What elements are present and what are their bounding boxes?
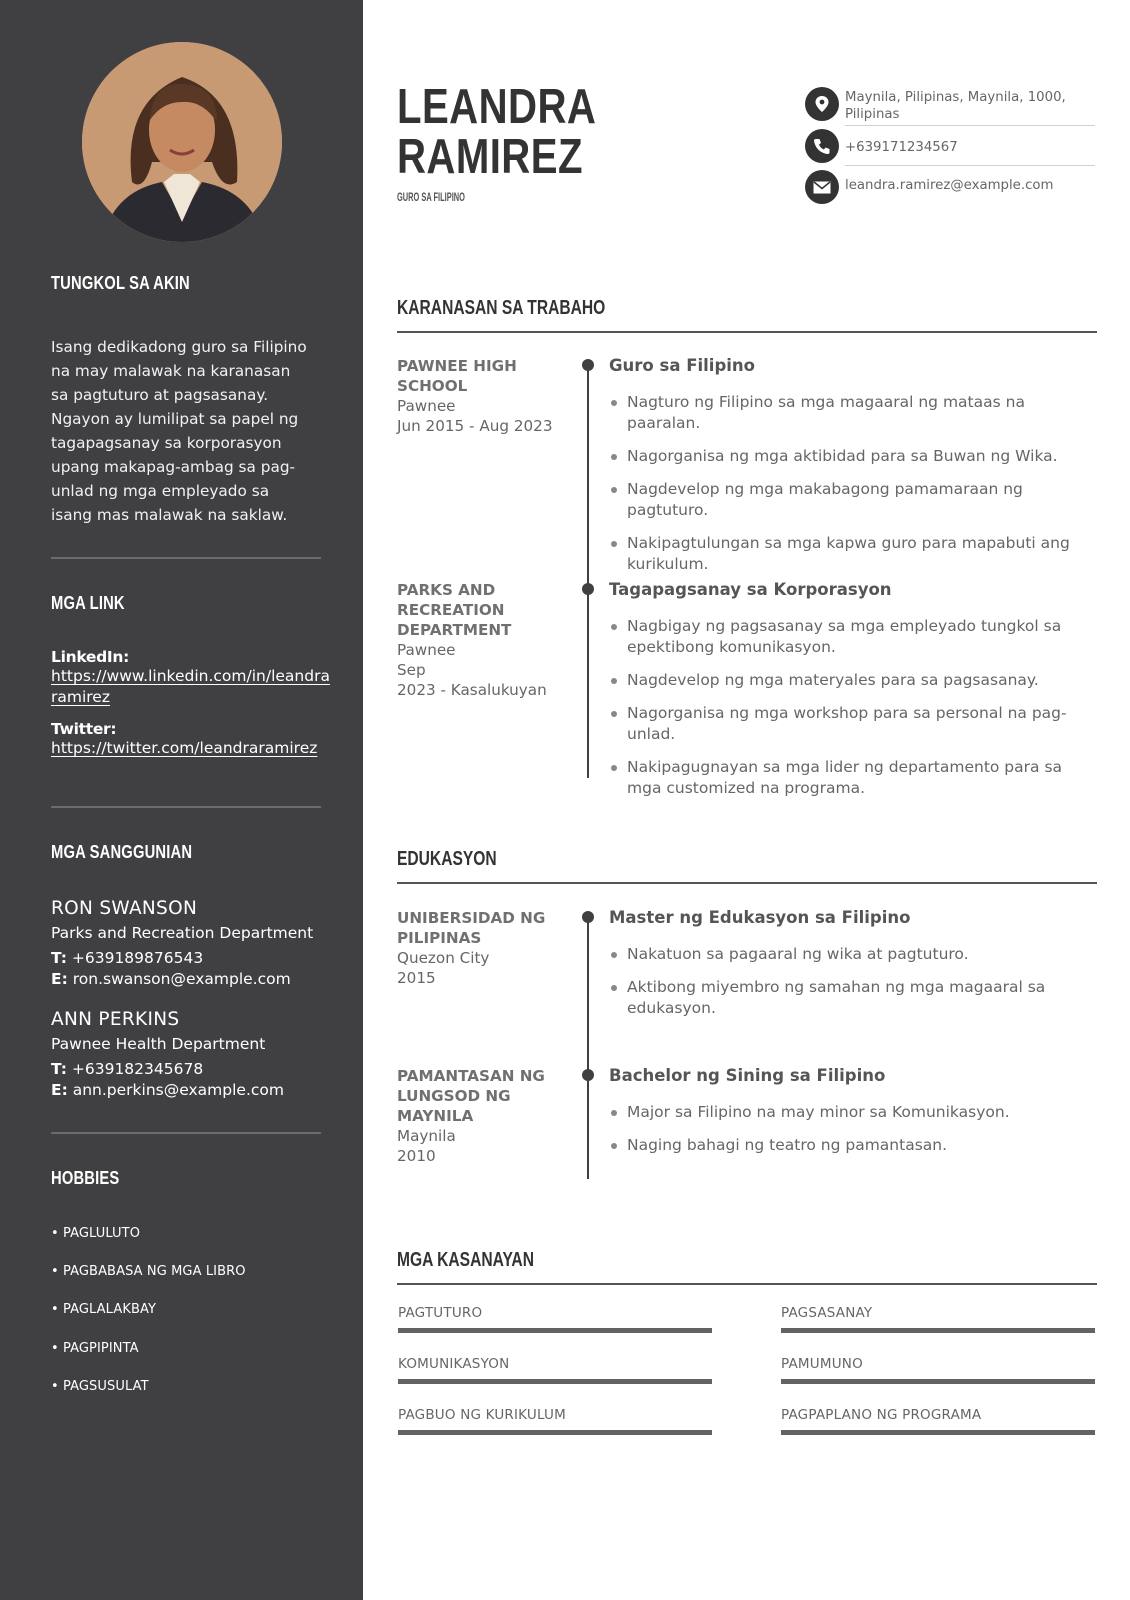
twitter-link[interactable]: https://twitter.com/leandraramirez <box>51 739 318 757</box>
timeline-dot <box>582 911 594 923</box>
org-dates: Jun 2015 - Aug 2023 <box>397 417 553 435</box>
skill-bar-fill <box>398 1379 712 1384</box>
sidebar <box>0 0 363 1600</box>
skill-bar-fill <box>398 1430 712 1435</box>
reference-name: ANN PERKINS <box>51 1009 180 1030</box>
skill-bar <box>781 1328 1095 1333</box>
job-role: Guro sa Filipino <box>609 356 755 375</box>
bullet-item: Nakipagugnayan sa mga lider ng departamento para sa mga customized na programa. <box>609 757 1099 799</box>
bullet-item: Nagorganisa ng mga workshop para sa personal na pag-unlad. <box>609 703 1099 745</box>
experience-timeline <box>587 365 589 778</box>
contact-divider <box>845 165 1095 166</box>
job-title: GURO SA FILIPINO <box>397 190 465 204</box>
reference-org: Pawnee Health Department <box>51 1035 266 1053</box>
degree-title: Master ng Edukasyon sa Filipino <box>609 908 911 927</box>
reference-email: E: ron.swanson@example.com <box>51 970 291 988</box>
org-year: 2010 <box>397 1147 436 1165</box>
skill-label: PAGBUO NG KURIKULUM <box>398 1407 566 1423</box>
bullet-item: Nakatuon sa pagaaral ng wika at pagtuturo. <box>609 944 1099 965</box>
skill-bar-fill <box>781 1328 1095 1333</box>
sidebar-divider <box>51 557 321 559</box>
linkedin-link[interactable]: https://www.linkedin.com/in/leandraramirez <box>51 667 330 706</box>
skill-label: PAGPAPLANO NG PROGRAMA <box>781 1407 982 1423</box>
experience-org-block <box>397 580 567 700</box>
skill-bar <box>398 1379 712 1384</box>
section-divider <box>397 1283 1097 1285</box>
links-list <box>51 648 331 759</box>
org-name: PARKS AND RECREATION DEPARTMENT <box>397 581 512 639</box>
link-linkedin <box>51 648 331 708</box>
about-heading: TUNGKOL SA AKIN <box>51 273 190 293</box>
org-year: 2015 <box>397 969 436 987</box>
hobby-item: • PAGPIPINTA <box>51 1341 139 1356</box>
org-dates: 2023 - Kasalukuyan <box>397 681 547 699</box>
reference-phone: T: +639182345678 <box>51 1060 204 1078</box>
bullet-item: Naging bahagi ng teatro ng pamantasan. <box>609 1135 1099 1156</box>
references-heading: MGA SANGGUNIAN <box>51 842 193 862</box>
skill-bar-fill <box>781 1430 1095 1435</box>
reference-phone: T: +639189876543 <box>51 949 204 967</box>
skill-bar-fill <box>398 1328 712 1333</box>
bullet-item: Nakipagtulungan sa mga kapwa guro para mapabuti ang kurikulum. <box>609 533 1099 575</box>
section-divider <box>397 331 1097 333</box>
reference-item <box>51 1008 351 1101</box>
experience-org-block <box>397 356 567 436</box>
org-location: Pawnee <box>397 641 456 659</box>
org-name: PAMANTASAN NG LUNGSOD NG MAYNILA <box>397 1067 545 1125</box>
links-heading: MGA LINK <box>51 593 125 613</box>
education-org-block <box>397 908 567 988</box>
references-list <box>51 897 351 1101</box>
org-name: UNIBERSIDAD NG PILIPINAS <box>397 909 546 947</box>
link-label: Twitter: <box>51 720 117 738</box>
email-icon <box>805 170 839 204</box>
location-pin-icon <box>805 87 839 121</box>
timeline-dot <box>582 359 594 371</box>
skill-label: PAMUMUNO <box>781 1356 863 1372</box>
timeline-dot <box>582 583 594 595</box>
skill-bar <box>398 1430 712 1435</box>
skill-label: PAGSASANAY <box>781 1305 873 1321</box>
job-role: Tagapagsanay sa Korporasyon <box>609 580 892 599</box>
hobby-item: • PAGLALAKBAY <box>51 1302 156 1317</box>
skill-bar-fill <box>781 1379 1095 1384</box>
contact-divider <box>845 125 1095 126</box>
degree-title: Bachelor ng Sining sa Filipino <box>609 1066 886 1085</box>
job-bullets <box>609 616 1099 811</box>
experience-heading: KARANASAN SA TRABAHO <box>397 297 606 319</box>
skills-heading: MGA KASANAYAN <box>397 1249 534 1271</box>
education-timeline <box>587 917 589 1179</box>
about-text: Isang dedikadong guro sa Filipino na may malawak na karanasan sa pagtuturo at pagsasanay. Ngayon ay lumilipat sa papel ng tagapagsanay sa korporasyon upang makapag-ambag sa pag-unlad ng mga empleyado sa isang mas malawak na saklaw. <box>51 338 307 524</box>
contact-address: Maynila, Pilipinas, Maynila, 1000, Pilipinas <box>845 90 1066 122</box>
org-location: Pawnee <box>397 397 456 415</box>
reference-email: E: ann.perkins@example.com <box>51 1081 284 1099</box>
reference-item <box>51 897 351 990</box>
full-name: LEANDRA RAMIREZ <box>397 80 597 184</box>
portrait-photo <box>82 42 282 242</box>
reference-org: Parks and Recreation Department <box>51 924 314 942</box>
hobbies-heading: HOBBIES <box>51 1168 120 1188</box>
hobby-item: • PAGSUSULAT <box>51 1379 149 1394</box>
link-twitter <box>51 720 331 759</box>
bullet-item: Nagbigay ng pagsasanay sa mga empleyado tungkol sa epektibong komunikasyon. <box>609 616 1099 658</box>
bullet-item: Nagdevelop ng mga makabagong pamamaraan ng pagtuturo. <box>609 479 1099 521</box>
contact-phone: +639171234567 <box>845 140 958 155</box>
bullet-item: Nagturo ng Filipino sa mga magaaral ng mataas na paaralan. <box>609 392 1099 434</box>
skill-bar <box>398 1328 712 1333</box>
reference-name: RON SWANSON <box>51 898 198 919</box>
section-divider <box>397 882 1097 884</box>
bullet-item: Major sa Filipino na may minor sa Komunikasyon. <box>609 1102 1099 1123</box>
bullet-item: Aktibong miyembro ng samahan ng mga magaaral sa edukasyon. <box>609 977 1099 1019</box>
org-location: Quezon City <box>397 949 490 967</box>
education-org-block <box>397 1066 567 1166</box>
sidebar-divider <box>51 806 321 808</box>
timeline-dot <box>582 1069 594 1081</box>
skill-label: PAGTUTURO <box>398 1305 483 1321</box>
org-name: PAWNEE HIGH SCHOOL <box>397 357 517 395</box>
skill-bar <box>781 1430 1095 1435</box>
degree-bullets <box>609 1102 1099 1168</box>
degree-bullets <box>609 944 1099 1031</box>
skill-bar <box>781 1379 1095 1384</box>
profile-photo <box>82 42 282 242</box>
org-dates: Sep <box>397 661 426 679</box>
sidebar-divider <box>51 1132 321 1134</box>
hobby-item: • PAGLULUTO <box>51 1226 141 1241</box>
bullet-item: Nagdevelop ng mga materyales para sa pagsasanay. <box>609 670 1099 691</box>
education-heading: EDUKASYON <box>397 848 497 870</box>
phone-icon <box>805 129 839 163</box>
org-location: Maynila <box>397 1127 456 1145</box>
link-label: LinkedIn: <box>51 648 130 666</box>
skill-label: KOMUNIKASYON <box>398 1356 510 1372</box>
hobby-item: • PAGBABASA NG MGA LIBRO <box>51 1264 246 1279</box>
contact-email: leandra.ramirez@example.com <box>845 178 1054 193</box>
job-bullets <box>609 392 1099 587</box>
bullet-item: Nagorganisa ng mga aktibidad para sa Buwan ng Wika. <box>609 446 1099 467</box>
